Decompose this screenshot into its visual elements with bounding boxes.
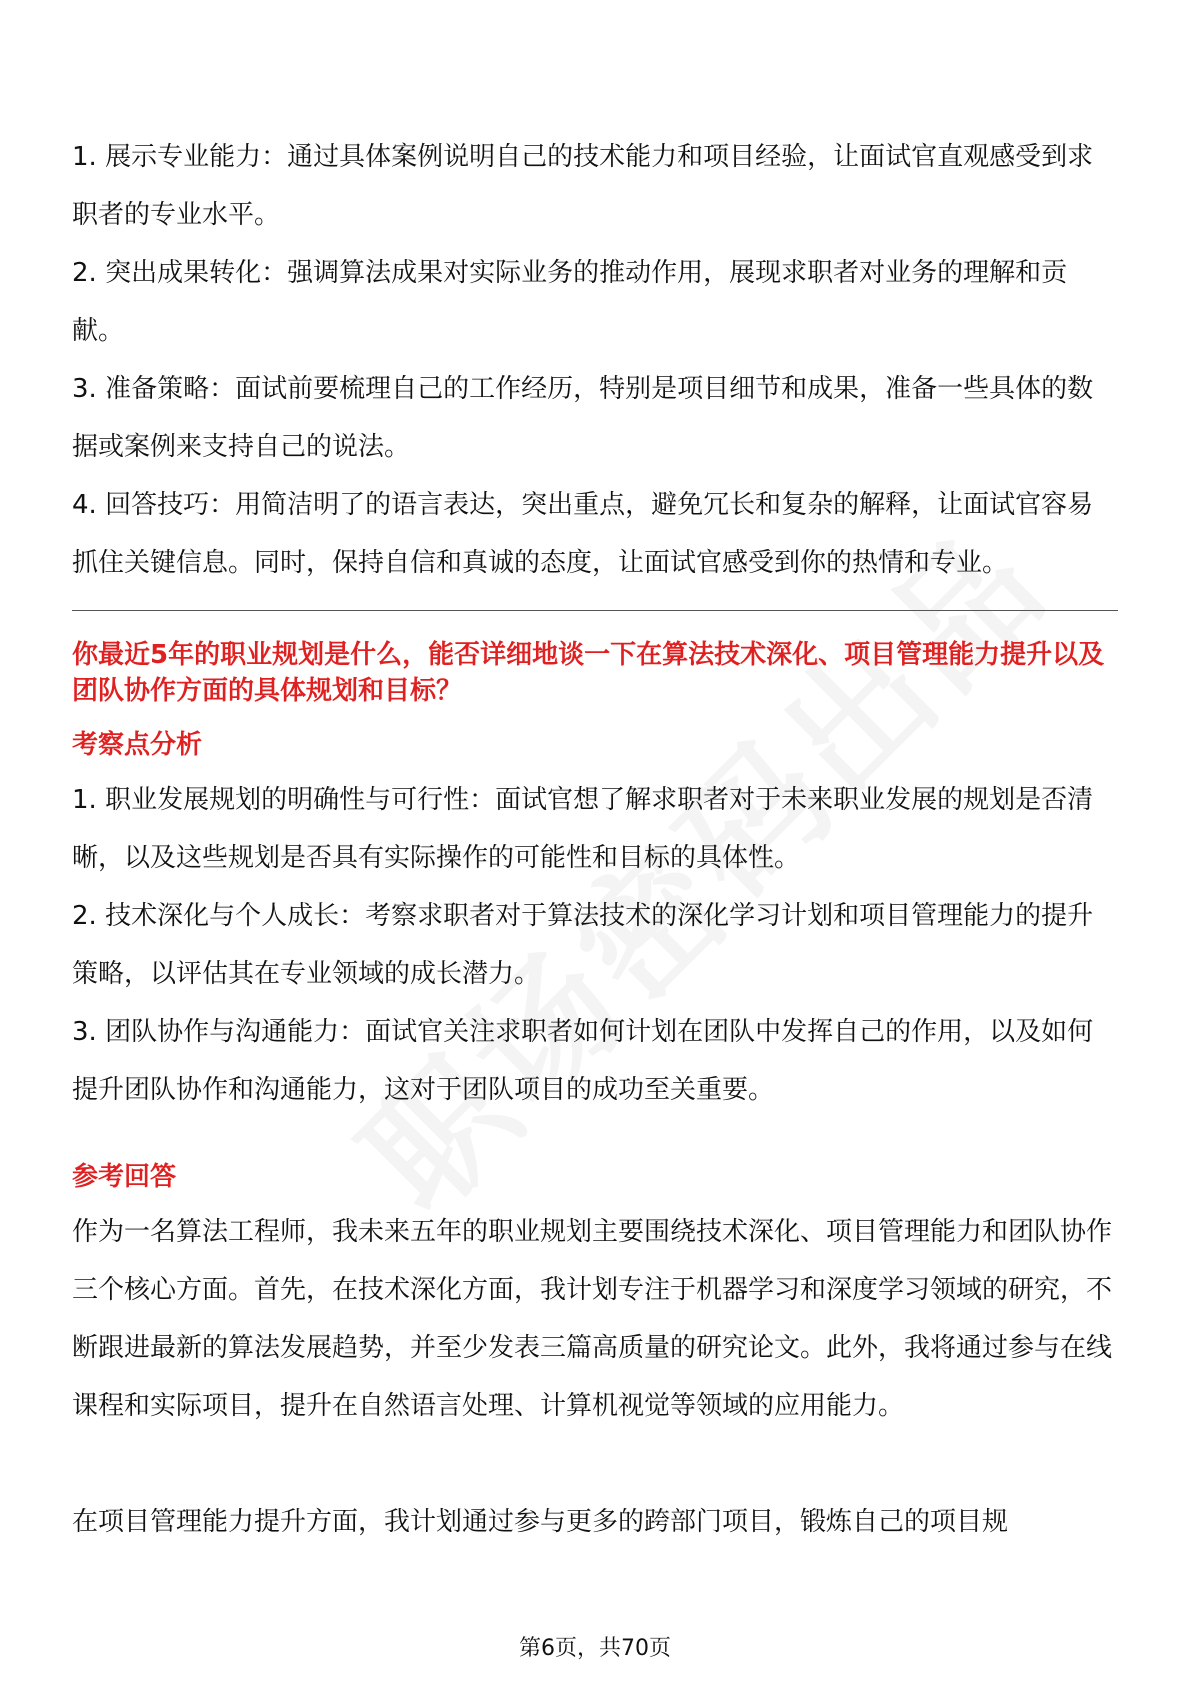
section-divider — [72, 610, 1118, 611]
tip-point-3: 3. 准备策略：面试前要梳理自己的工作经历，特别是项目细节和成果，准备一些具体的数据或案例来支持自己的说法。 — [72, 374, 1094, 462]
tip-point-2: 2. 突出成果转化：强调算法成果对实际业务的推动作用，展现求职者对业务的理解和贡献。 — [72, 258, 1068, 346]
tip-point-4: 4. 回答技巧：用简洁明了的语言表达，突出重点，避免冗长和复杂的解释，让面试官容易抓住关键信息。同时，保持自信和真诚的态度，让面试官感受到你的热情和专业。 — [72, 490, 1094, 578]
answer-paragraph-2: 在项目管理能力提升方面，我计划通过参与更多的跨部门项目，锻炼自己的项目规 — [72, 1507, 1009, 1537]
analysis-point-2: 2. 技术深化与个人成长：考察求职者对于算法技术的深化学习计划和项目管理能力的提升策略，以评估其在专业领域的成长潜力。 — [72, 901, 1094, 989]
answer-heading: 参考回答 — [72, 1162, 177, 1192]
page-content — [72, 128, 1118, 1551]
tip-point-1: 1. 展示专业能力：通过具体案例说明自己的技术能力和项目经验，让面试官直观感受到求职者的专业水平。 — [72, 142, 1094, 230]
interview-question: 你最近5年的职业规划是什么，能否详细地谈一下在算法技术深化、项目管理能力提升以及团队协作方面的具体规划和目标？ — [72, 640, 1105, 706]
analysis-point-3: 3. 团队协作与沟通能力：面试官关注求职者如何计划在团队中发挥自己的作用，以及如何提升团队协作和沟通能力，这对于团队项目的成功至关重要。 — [72, 1017, 1094, 1105]
answer-paragraph-1: 作为一名算法工程师，我未来五年的职业规划主要围绕技术深化、项目管理能力和团队协作三个核心方面。首先，在技术深化方面，我计划专注于机器学习和深度学习领域的研究，不断跟进最新的算法发展趋势，并至少发表三篇高质量的研究论文。此外，我将通过参与在线课程和实际项目，提升在自然语言处理、计算机视觉等领域的应用能力。 — [72, 1217, 1113, 1421]
page-number: 第6页，共70页 — [519, 1636, 671, 1661]
analysis-point-1: 1. 职业发展规划的明确性与可行性：面试官想了解求职者对于未来职业发展的规划是否清晰，以及这些规划是否具有实际操作的可能性和目标的具体性。 — [72, 785, 1094, 873]
analysis-heading: 考察点分析 — [72, 730, 203, 760]
